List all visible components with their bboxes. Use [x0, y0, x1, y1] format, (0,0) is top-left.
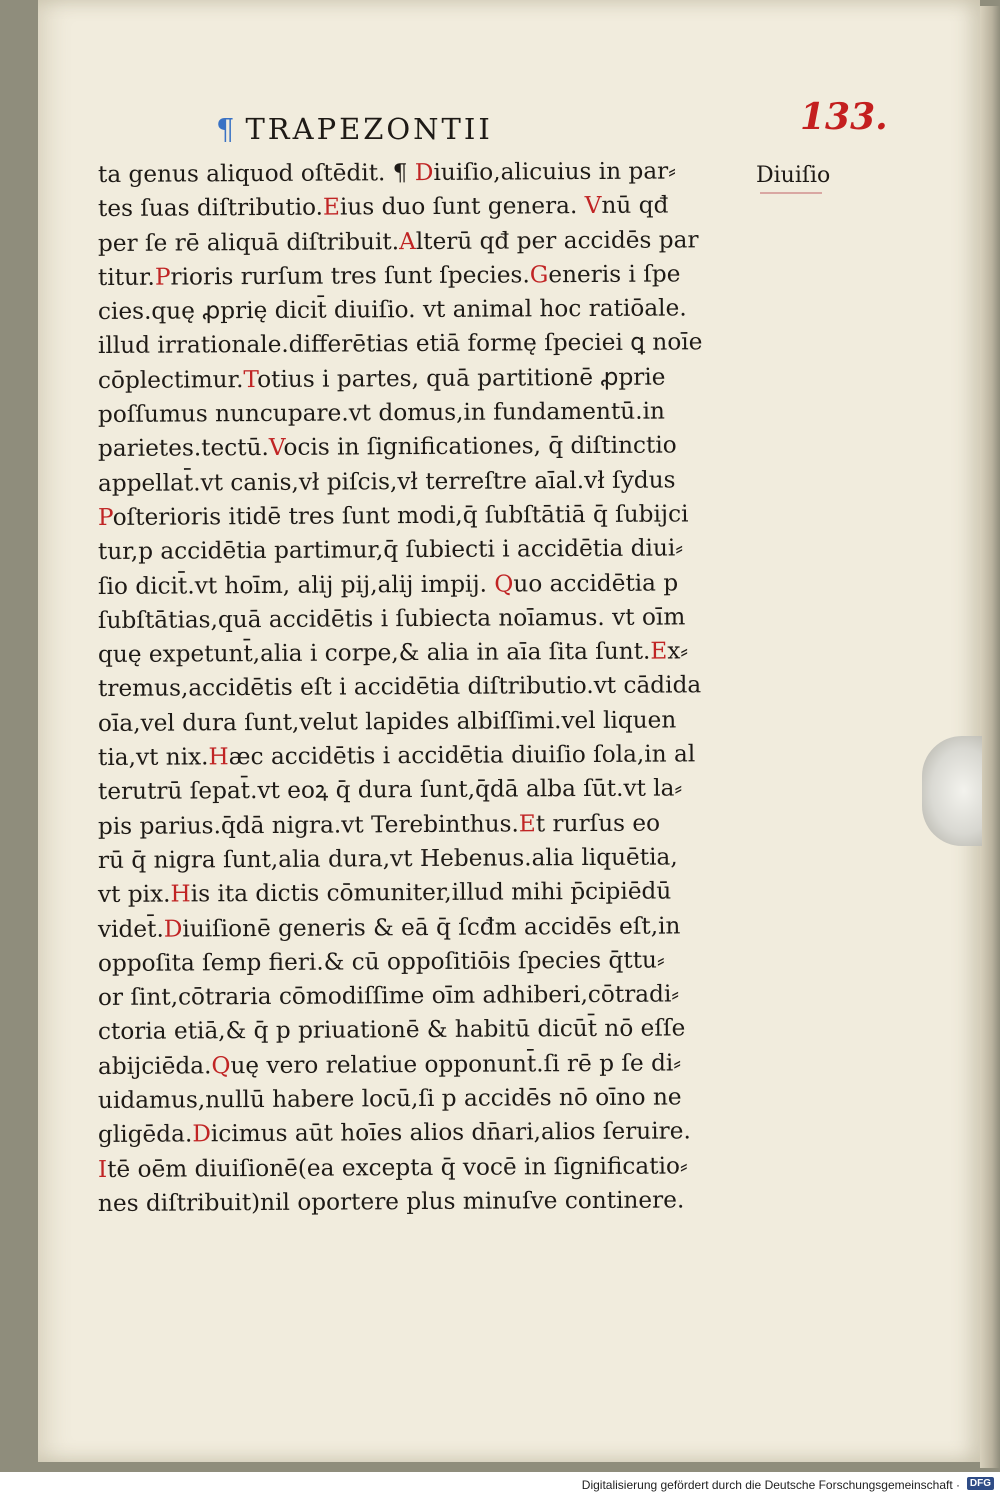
text-segment: tē oēm diuiſionē(ea excepta q̄ vocē in ſignificatio⸗ [107, 1152, 688, 1183]
text-segment: rioris rurſum tres ſunt ſpecies. [170, 261, 530, 291]
text-line [98, 463, 758, 501]
page-clip [922, 736, 982, 846]
text-line [98, 1183, 758, 1221]
body-text [98, 158, 758, 1221]
text-line [98, 1011, 758, 1049]
text-line [98, 943, 758, 981]
folio-number: 133. [800, 96, 888, 138]
text-line [98, 497, 758, 535]
rubricated-initial: P [154, 263, 171, 291]
text-segment: æc accidētis i accidētia diuiſio ſola,in al [228, 740, 696, 771]
text-segment: titur. [97, 263, 155, 291]
text-line [98, 428, 758, 466]
running-head-title: TRAPEZONTII [245, 112, 493, 146]
text-line [98, 257, 758, 295]
text-segment: oſterioris itidē tres ſunt modi,q̄ ſubſtātiā q̄ ſubijci [112, 500, 689, 531]
marginal-note: Diuiſio [756, 163, 831, 188]
text-segment: or ſint,cōtraria cōmodiſſime oīm adhiberi,cōtradi⸗ [97, 980, 680, 1012]
text-line [98, 874, 758, 912]
text-segment: rū q̄ nigra ſunt,alia dura,vt Hebenus.alia liquētia, [97, 843, 678, 874]
text-segment: oppoſita ſemp fieri.& cū oppoſitiōis ſpecies q̄ttu⸗ [97, 946, 665, 977]
text-segment: uidamus,nullū habere locū,ſi p accidēs nō oīno ne [97, 1083, 682, 1115]
text-segment: cōplectimur. [97, 365, 244, 394]
text-segment: tur,p accidētia partimur,q̄ ſubiecti i accidētia diui⸗ [97, 534, 684, 566]
text-segment: poſſumus nuncupare.vt domus,in fundamentū.in [97, 397, 665, 429]
rubricated-initial: E [322, 193, 341, 221]
text-segment: uo accidētia p [513, 569, 679, 598]
rubricated-initial: V [268, 434, 284, 462]
text-line [98, 977, 758, 1015]
running-head [216, 112, 493, 146]
text-segment: terutrū ſepat̄.vt eoꝝ q̄ dura ſunt,q̄dā alba ſūt.vt la⸗ [97, 774, 683, 806]
rubricated-initial: P [97, 503, 113, 531]
text-line [98, 291, 758, 329]
text-line [98, 806, 758, 844]
text-segment: gligēda. [97, 1120, 193, 1149]
text-line [98, 634, 758, 672]
text-line [98, 840, 758, 878]
text-segment: is ita dictis cōmuniter,illud mihi p̄cipiēdū [190, 877, 672, 908]
rubricated-initial: D [163, 915, 183, 943]
text-line [98, 360, 758, 398]
text-segment: vt pix. [97, 880, 171, 909]
text-segment: nū qđ [601, 191, 669, 220]
text-line [98, 325, 758, 363]
footer-bar [0, 1472, 1000, 1497]
text-segment: pis parius.q̄dā nigra.vt Terebinthus. [97, 810, 519, 840]
rubricated-initial: A [398, 227, 416, 255]
text-segment: icimus aūt hoīes alios dn̄ari,alios ſeruire. [210, 1117, 691, 1148]
text-segment: eneris i ſpe [548, 260, 681, 289]
text-segment: uę vero relatiue opponunt̄.ſi rē p ſe di⸗ [230, 1049, 682, 1079]
marginal-underline [760, 192, 822, 194]
text-segment: parietes.tectū. [97, 434, 269, 463]
page-edge [980, 6, 1000, 1468]
text-segment: ius duo ſunt genera. [339, 192, 585, 221]
text-line [98, 668, 758, 706]
text-line [98, 771, 758, 809]
rubricated-initial: Q [211, 1051, 231, 1080]
text-segment: ſio dicit̄.vt hoīm, alij pij,alij impij. [97, 570, 495, 600]
text-line [98, 1046, 758, 1084]
text-line [98, 703, 758, 741]
text-segment: ſubſtātias,quā accidētis i ſubiecta noīamus. vt oīm [97, 603, 686, 634]
text-segment: iuiſio,alicuius in par⸗ [433, 157, 677, 186]
text-segment: illud irrationale.differētias etiā formę ſpeciei ꝗ noīe [97, 328, 703, 360]
rubricated-initial: T [243, 365, 258, 393]
text-segment: otius i partes, quā partitionē ꝓprie [257, 363, 666, 393]
text-line [98, 566, 758, 604]
text-line [98, 531, 758, 569]
text-segment: lterū qđ per accidēs par [415, 225, 699, 255]
rubricated-initial: G [529, 261, 549, 289]
rubricated-initial: E [650, 637, 668, 665]
text-segment: cies.quę ꝓprię dicit̄ diuiſio. vt animal hoc ratiōale. [97, 294, 687, 326]
text-segment: oīa,vel dura ſunt,velut lapides albiſſimi.vel liquen [97, 706, 677, 737]
text-line [98, 188, 758, 226]
rubricated-initial: D [414, 158, 434, 187]
text-line [98, 1114, 758, 1152]
text-line [98, 1080, 758, 1118]
text-segment: ctoria etiā,& q̄ p priuationē & habitū dicūt̄ nō eſſe [97, 1014, 686, 1046]
text-segment: appellat̄.vt canis,vł piſcis,vł terreſtre aīal.vł ſydus [97, 466, 676, 497]
text-segment: tremus,accidētis eſt i accidētia diſtributio.vt cādida [97, 671, 702, 703]
funding-credit: Digitalisierung gefördert durch die Deutsche Forschungsgemeinschaft · [581, 1478, 960, 1492]
text-segment: x⸗ [667, 637, 689, 665]
text-segment: t rurſus eo [535, 809, 661, 837]
text-segment: tia,vt nix. [97, 743, 209, 772]
rubricated-initial: E [518, 809, 536, 838]
dfg-logo: DFG [967, 1477, 994, 1490]
text-segment: nes diſtribuit)nil oportere plus minuſve continere. [97, 1186, 685, 1217]
text-segment: videt̄. [97, 915, 164, 943]
text-line [98, 154, 758, 192]
text-segment: ta genus aliquod oſtēdit. ¶ [97, 159, 415, 188]
text-line [98, 394, 758, 432]
text-segment: ocis in ſignificationes, q̄ diſtinctio [283, 431, 677, 462]
rubricated-initial: D [192, 1120, 211, 1148]
rubricated-initial: Q [494, 570, 514, 598]
text-line [98, 908, 758, 946]
rubricated-initial: I [97, 1155, 108, 1183]
pilcrow-mark: ¶ [216, 112, 238, 146]
text-line [98, 1149, 758, 1187]
text-line [98, 737, 758, 775]
rubricated-initial: V [584, 192, 602, 220]
rubricated-initial: H [208, 743, 229, 771]
text-segment: iuiſionē generis & eā q̄ ſcđm accidēs eſt,in [182, 911, 681, 943]
text-line [98, 600, 758, 638]
text-line [98, 223, 758, 261]
text-segment: abijciēda. [97, 1052, 212, 1080]
rubricated-initial: H [170, 880, 191, 908]
text-segment: tes ſuas diſtributio. [97, 193, 324, 223]
text-segment: per ſe rē aliquā diſtribuit. [97, 227, 400, 257]
text-segment: quę expetunt̄,alia i corpe,& alia in aīa ſita ſunt. [97, 637, 651, 669]
